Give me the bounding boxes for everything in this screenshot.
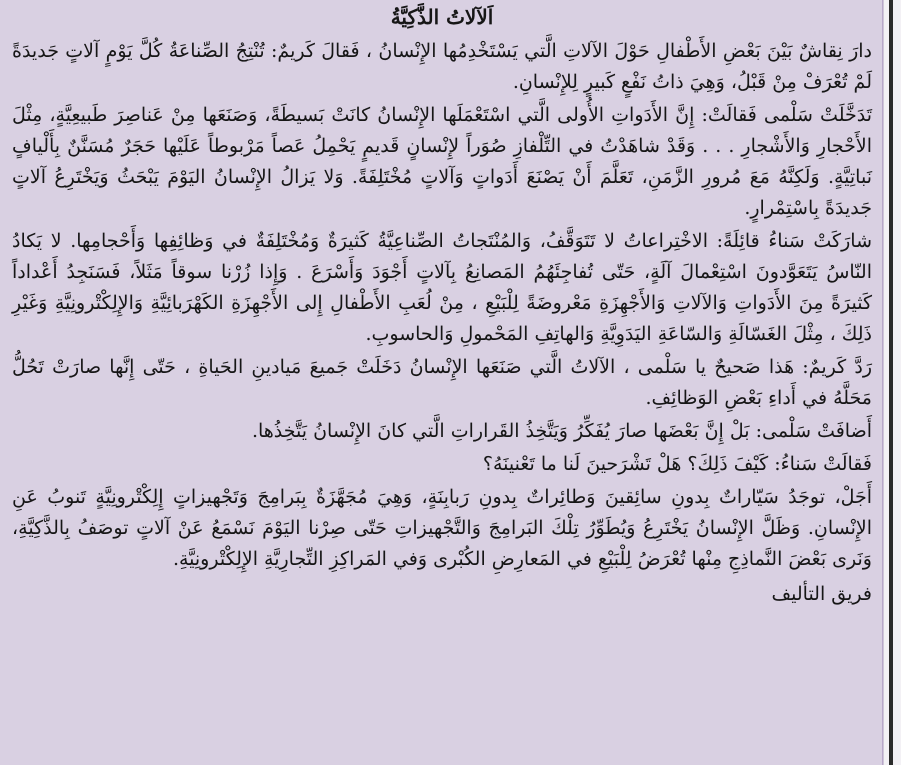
paragraph-2: تَدَخَّلَتْ سَلْمى فَقالَتْ: إِنَّ الأَدَواتِ الأُولى الَّتي اسْتَعْمَلَها الإِنْسانُ كانَتْ بَسيطَةً، وَصَنَعَها مِنْ عَناصِرَ طَبيعِيَّةٍ، مِثْلَ الأَحْجارِ وَالأَشْجارِ . . . وَقَدْ شاهَدْتُ في التِّلْفازِ صُوَراً لإِنْسانٍ قَديمٍ يَحْمِلُ عَصاً مَرْبوطاً عَلَيْها حَجَرٌ مُسَنَّنٌ بِأَلْيافٍ نَباتِيَّةٍ. وَلَكِنَّهُ مَعَ مُرورِ الزَّمَنِ، تَعَلَّمَ أَنْ يَصْنَعَ أَدَواتٍ وَآلاتٍ مُخْتَلِفَةً. وَلا يَزالُ الإِنْسانُ اليَوْمَ يَبْحَثُ وَيَخْتَرِعُ آلاتٍ جَديدَةً بِاسْتِمْرارٍ. — [12, 104, 872, 219]
page-title: اَلآلاتُ الذَّكِيَّةُ — [390, 5, 494, 29]
paragraph-6: فَقالَتْ سَناءُ: كَيْفَ ذَلِكَ؟ هَلْ تَشْرَحينَ لَنا ما تَعْنينَهُ؟ — [482, 453, 872, 475]
paragraph-4: رَدَّ كَريمٌ: هَذا صَحيحٌ يا سَلْمى ، الآلاتُ الَّتي صَنَعَها الإِنْسانُ دَخَلَتْ جَميعَ مَيادينِ الحَياةِ ، حَتّى إِنَّها صارَتْ تَحُلُّ مَحَلَّهُ في أَداءِ بَعْضِ الوَظائِفِ. — [12, 356, 872, 409]
paragraph-5: أَضافَتْ سَلْمى: بَلْ إِنَّ بَعْضَها صارَ يُفَكِّرُ وَيَتَّخِذُ القَراراتِ الَّتي كانَ الإِنْسانُ يَتَّخِذُها. — [251, 420, 872, 442]
reading-text — [12, 2, 872, 758]
paragraph-7: أَجَلْ، توجَدُ سَيّاراتٌ بِدونِ سائِقينَ وَطائِراتٌ بِدونِ رَبابِنَةٍ، وَهِيَ مُجَهَّزَةٌ بِبَرامِجَ وَتَجْهيزاتٍ إِلِكْتْرونِيَّةٍ تَنوبُ عَنِ الإِنْسانِ. وَظَلَّ الإِنْسانُ يَخْتَرِعُ وَيُطَوِّرُ تِلْكَ البَرامِجَ وَالتَّجْهيزاتِ حَتّى صِرْنا اليَوْمَ نَسْمَعُ عَنْ آلاتٍ توصَفُ بِالذَّكِيَّةِ، وَنَرى بَعْضَ النَّماذِجِ مِنْها تُعْرَضُ لِلْبَيْعِ في المَعارِضِ الكُبْرى وَفي المَراكِزِ التِّجارِيَّةِ الإِلِكْتْرونِيَّةِ. — [12, 486, 872, 570]
page-edge-line — [889, 0, 893, 765]
paragraph-1: دارَ نِقاشٌ بَيْنَ بَعْضِ الأَطْفالِ حَوْلَ الآلاتِ الَّتي يَسْتَخْدِمُها الإِنْسانُ ، فَقالَ كَريمٌ: تُنْتِجُ الصِّناعَةُ كُلَّ يَوْمٍ آلاتٍ جَديدَةً لَمْ تُعْرَفْ مِنْ قَبْلُ، وَهِيَ ذاتُ نَفْعٍ كَبيرٍ لِلإِنْسانِ. — [12, 40, 872, 93]
paragraph-3: شارَكَتْ سَناءُ قائِلَةً: الاخْتِراعاتُ لا تَتَوَقَّفُ، وَالمُنْتَجاتُ الصِّناعِيَّةُ كَثيرَةٌ وَمُخْتَلِفَةٌ في وَظائِفِها وَأَحْجامِها. لا يَكادُ النّاسُ يَتَعَوَّدونَ اسْتِعْمالَ آلَةٍ، حَتّى تُفاجِئَهُمُ المَصانِعُ بِآلاتٍ أَجْوَدَ وَأَسْرَعَ . وَإِذا زُرْنا سوقاً مَثَلاً، فَسَنَجِدُ أَعْداداً كَثيرَةً مِنَ الأَدَواتِ وَالآلاتِ وَالأَجْهِزَةِ مَعْروضَةً لِلْبَيْعِ ، مِنْ لُعَبِ الأَطْفالِ إِلى الأَجْهِزَةِ الكَهْرَبائِيَّةِ وَالإِلِكْتْرونِيَّةِ وَغَيْرِ ذَلِكَ ، مِثْلَ الغَسّالَةِ وَالسّاعَةِ اليَدَوِيَّةِ وَالهاتِفِ المَحْمولِ وَالحاسوبِ. — [12, 230, 872, 345]
author-credit: فريق التأليف — [771, 583, 872, 605]
